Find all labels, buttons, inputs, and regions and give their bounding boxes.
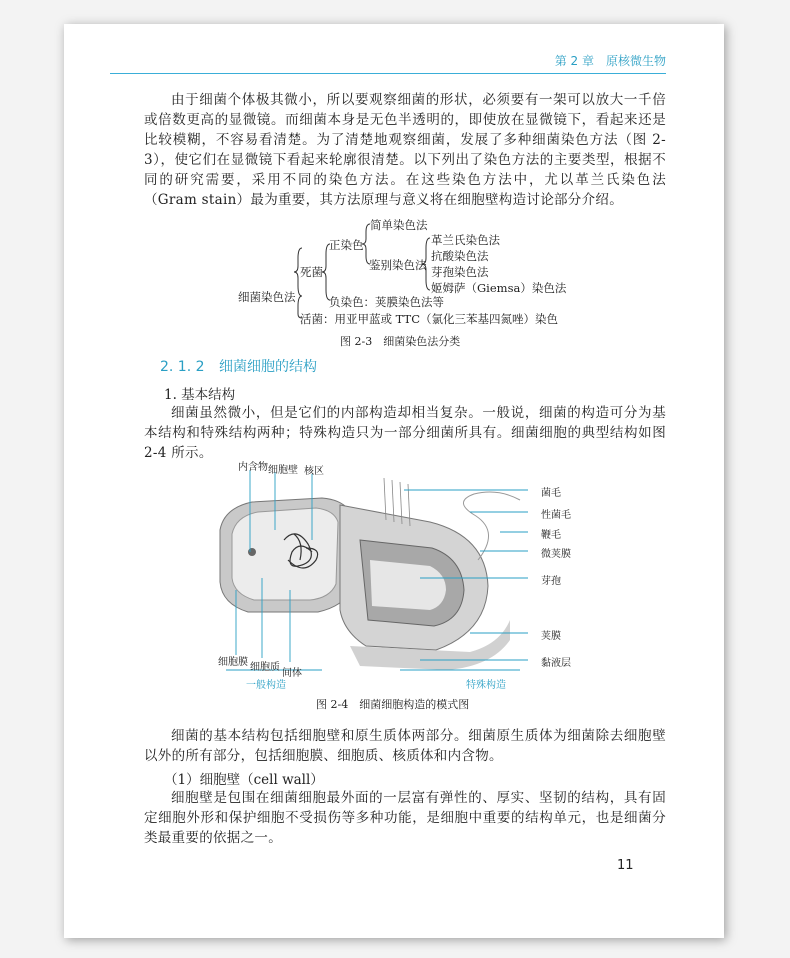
label-inclusion: 内含物 <box>238 462 268 473</box>
label-microcapsule: 微荚膜 <box>541 549 571 560</box>
tree-simple: 简单染色法 <box>370 218 428 232</box>
tree-differential: 鉴别染色法 <box>369 258 427 272</box>
page-number: 11 <box>617 858 634 873</box>
section-title: 细菌细胞的结构 <box>218 359 317 375</box>
subhead-cell-wall: （1）细胞壁（cell wall） <box>164 772 324 788</box>
fig3-caption: 图 2-3 细菌染色法分类 <box>340 335 461 348</box>
label-pili: 菌毛 <box>541 488 561 499</box>
label-spore: 芽孢 <box>541 576 561 587</box>
label-cell-membrane: 细胞膜 <box>218 657 248 668</box>
label-sex-pili: 性菌毛 <box>541 510 571 521</box>
fig4-caption: 图 2-4 细菌细胞构造的模式图 <box>316 698 470 711</box>
section-number: 2. 1. 2 <box>160 359 205 375</box>
tree-negative: 负染色：荚膜染色法等 <box>329 295 444 309</box>
cell-cytoplasm <box>232 508 338 600</box>
intro-paragraph: 由于细菌个体极其微小，所以要观察细菌的形状，必须要有一架可以放大一千倍或倍数更高的显微镜。而细菌本身是无色半透明的，即使放在显微镜下，看起来还是比较模糊，不容易看清楚。为了清楚地观察细菌，发展了多种细菌染色方法（图 2-3），使它们在显微镜下看起来轮廓很清楚。以下列出了染色方法的主要类型，根据不同的研究需要，采用不同的染色方法。在这些染色方法中，尤以革兰氏染色法（Gram stain）最为重要，其方法原理与意义将在细胞壁构造讨论部分介绍。 <box>144 92 666 208</box>
tree-positive: 正染色 <box>329 238 364 252</box>
tree-giemsa: 姬姆萨（Giemsa）染色法 <box>431 281 567 295</box>
tree-live: 活菌：用亚甲蓝或 TTC（氯化三苯基四氮唑）染色 <box>300 312 559 326</box>
para-basic-structure: 细菌的基本结构包括细胞壁和原生质体两部分。细菌原生质体为细菌除去细胞壁以外的所有部分，包括细胞膜、细胞质、核质体和内含物。 <box>144 728 666 764</box>
group-special: 特殊构造 <box>466 680 506 691</box>
label-flagellum: 鞭毛 <box>541 530 561 541</box>
tree-acid-fast: 抗酸染色法 <box>431 249 489 263</box>
para-structure-intro: 细菌虽然微小，但是它们的内部构造却相当复杂。一般说，细菌的构造可分为基本结构和特殊结构两种；特殊构造只为一部分细菌所具有。细菌细胞的典型结构如图 2-4 所示。 <box>144 405 666 461</box>
label-nucleoid: 核区 <box>304 466 324 477</box>
subhead-basic: 1. 基本结构 <box>164 387 236 403</box>
label-capsule: 荚膜 <box>541 631 561 642</box>
inclusion-body <box>248 548 256 556</box>
tree-root: 细菌染色法 <box>238 290 296 304</box>
tree-gram: 革兰氏染色法 <box>431 233 500 247</box>
tree-spore: 芽孢染色法 <box>431 265 489 279</box>
running-header: 第 2 章 原核微生物 <box>554 54 666 68</box>
label-cytoplasm: 细胞质 <box>250 662 280 673</box>
para-cell-wall: 细胞壁是包围在细菌细胞最外面的一层富有弹性的、厚实、坚韧的结构，具有固定细胞外形和保护细胞不受损伤等多种功能，是细胞中重要的结构单元，也是细菌分类最重要的依据之一。 <box>144 790 666 846</box>
tree-dead: 死菌 <box>300 265 323 279</box>
label-cell-wall: 细胞壁 <box>268 465 298 476</box>
group-general: 一般构造 <box>246 680 286 691</box>
label-slime-layer: 黏液层 <box>541 658 571 669</box>
label-mesosome: 间体 <box>282 668 302 679</box>
